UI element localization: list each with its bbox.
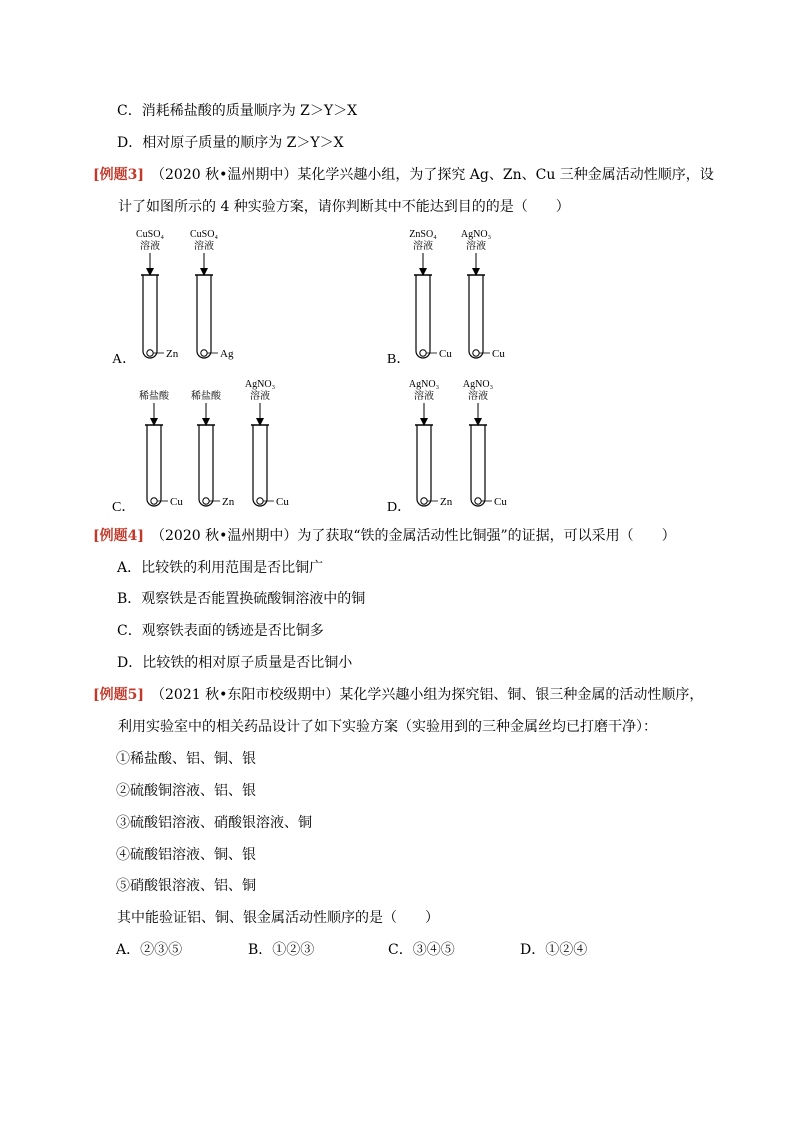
q5-option-c: C．③④⑤ xyxy=(388,942,455,958)
metal-wire xyxy=(203,498,209,504)
tube-body xyxy=(199,425,213,506)
metal-label: Cu xyxy=(170,496,183,508)
reagent-label: AgNO₃ xyxy=(408,379,440,390)
metal-label: Cu xyxy=(492,348,505,360)
q4-option-c: C．观察铁表面的锈迹是否比铜多 xyxy=(117,623,324,639)
q5-option-b: B．①②③ xyxy=(248,942,315,958)
q4-stem-line xyxy=(93,527,676,545)
test-tube-b2 xyxy=(461,229,505,360)
reagent-label: 溶液 xyxy=(250,391,270,402)
test-tube-a2 xyxy=(190,229,234,360)
reagent-label: AgNO₃ xyxy=(460,229,492,240)
q4-option-b: B．观察铁是否能置换硫酸铜溶液中的铜 xyxy=(117,591,366,607)
reagent-label: 溶液 xyxy=(468,391,488,402)
q5-stem-line1 xyxy=(93,686,703,704)
tube-body xyxy=(147,425,161,506)
q5-option-d: D．①②④ xyxy=(520,942,588,958)
q5-option-a: A．②③⑤ xyxy=(116,942,183,958)
metal-wire xyxy=(151,498,157,504)
reagent-label: ZnSO₄ xyxy=(409,229,437,240)
option-a-label: A． xyxy=(112,352,137,367)
reagent-label: 稀盐酸 xyxy=(139,391,169,402)
tube-body xyxy=(471,425,485,506)
metal-label: Zn xyxy=(440,496,453,508)
q4-option-a: A．比较铁的利用范围是否比铜广 xyxy=(117,560,324,576)
metal-label: Zn xyxy=(222,496,235,508)
q2-option-d: D．相对原子质量的顺序为 Z＞Y＞X xyxy=(117,135,344,151)
q3-stem-line2: 计了如图所示的 4 种实验方案，请你判断其中不能达到目的的是（ ） xyxy=(118,199,570,215)
metal-wire xyxy=(201,350,207,356)
reagent-label: CuSO₄ xyxy=(190,229,218,240)
metal-wire xyxy=(475,498,481,504)
test-tube-a1 xyxy=(136,229,179,360)
test-tube-c1 xyxy=(139,389,183,508)
q2-option-c: C．消耗稀盐酸的质量顺序为 Z＞Y＞X xyxy=(117,103,358,119)
q4-option-d: D．比较铁的相对原子质量是否比铜小 xyxy=(117,655,353,671)
tube-body xyxy=(416,275,430,358)
tube-body xyxy=(197,275,211,358)
q5-tag: [例题5] xyxy=(93,687,144,703)
q3-tag: [例题3] xyxy=(93,167,144,183)
q4-tag: [例题4] xyxy=(93,528,144,544)
reagent-label: 溶液 xyxy=(466,241,486,252)
metal-wire xyxy=(420,350,426,356)
test-tube-b1 xyxy=(409,229,452,360)
metal-label: Cu xyxy=(494,496,507,508)
q3-stem-text: （2020 秋•温州期中）某化学兴趣小组，为了探究 Ag、Zn、Cu 三种金属活动性顺序，设 xyxy=(158,167,714,183)
q5-stem-line2: 利用实验室中的相关药品设计了如下实验方案（实验用到的三种金属丝均已打磨干净）： xyxy=(118,719,657,735)
metal-label: Zn xyxy=(166,348,179,360)
q5-item-2: ②硫酸铜溶液、铝、银 xyxy=(116,783,256,799)
tube-body xyxy=(253,425,267,506)
tube-body xyxy=(469,275,483,358)
metal-wire xyxy=(421,498,427,504)
test-tube-d2 xyxy=(463,379,507,508)
reagent-label: 溶液 xyxy=(413,241,433,252)
test-tube-c2 xyxy=(191,389,235,508)
test-tube-c3 xyxy=(245,379,289,508)
option-c-label: C． xyxy=(112,500,136,515)
reagent-label: 溶液 xyxy=(414,391,434,402)
reagent-label: CuSO₄ xyxy=(136,229,164,240)
option-b-label: B． xyxy=(387,352,411,367)
metal-label: Ag xyxy=(220,348,234,360)
q5-question: 其中能验证铝、铜、银金属活动性顺序的是（ ） xyxy=(117,910,439,926)
tube-body xyxy=(417,425,431,506)
metal-label: Cu xyxy=(276,496,289,508)
reagent-label: 溶液 xyxy=(194,241,214,252)
metal-label: Cu xyxy=(439,348,452,360)
reagent-label: AgNO₃ xyxy=(462,379,494,390)
test-tube-d1 xyxy=(409,379,453,508)
q5-item-5: ⑤硝酸银溶液、铝、铜 xyxy=(116,878,256,894)
metal-wire xyxy=(147,350,153,356)
q5-item-4: ④硫酸铝溶液、铜、银 xyxy=(116,847,256,863)
reagent-label: AgNO₃ xyxy=(244,379,276,390)
q5-item-3: ③硫酸铝溶液、硝酸银溶液、铜 xyxy=(116,815,312,831)
option-d-label: D． xyxy=(387,500,412,515)
reagent-label: 稀盐酸 xyxy=(191,391,221,402)
q5-item-1: ①稀盐酸、铝、铜、银 xyxy=(116,751,256,767)
q4-stem-text: （2020 秋•温州期中）为了获取“铁的金属活动性比铜强”的证据，可以采用（ ） xyxy=(158,528,676,544)
q5-stem-text: （2021 秋•东阳市校级期中）某化学兴趣小组为探究铝、铜、银三种金属的活动性顺序， xyxy=(158,687,704,703)
metal-wire xyxy=(257,498,263,504)
metal-wire xyxy=(473,350,479,356)
reagent-label: 溶液 xyxy=(140,241,160,252)
tube-body xyxy=(143,275,157,358)
